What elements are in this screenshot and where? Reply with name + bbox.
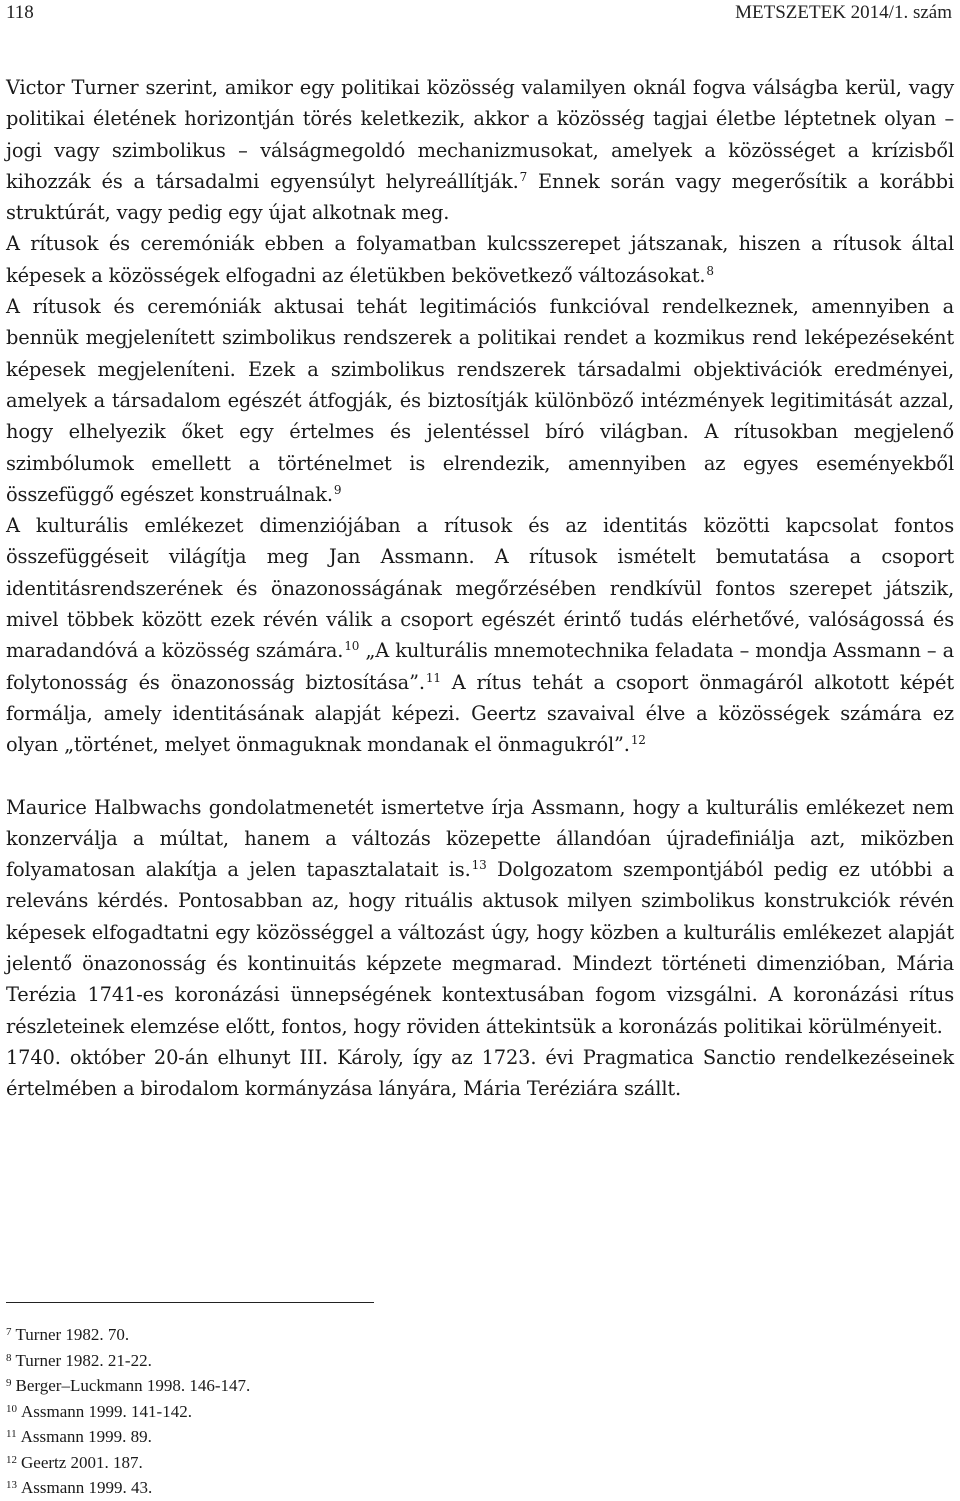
- paragraph: [6, 1042, 954, 1105]
- footnote-number: 9: [6, 1377, 12, 1389]
- paragraph-text: „A kulturális mnemotechnika feladata – mondja Assmann – a folytonosság és önazonosság biztosítása”.: [6, 639, 954, 694]
- footnote-reference[interactable]: 7: [519, 169, 528, 184]
- paragraph-text: A rítusok és ceremóniák ebben a folyamatban kulcsszerepet játszanak, hiszen a rítusok által képesek a közösségek elfogadni az életükben bekövetkező változásokat.: [6, 232, 954, 287]
- footnote-text: Turner 1982. 70.: [15, 1325, 130, 1344]
- footnote-number: 12: [6, 1453, 17, 1466]
- footnote-reference[interactable]: 9: [333, 482, 342, 497]
- footnote: [6, 1399, 606, 1425]
- footnote-reference[interactable]: 11: [425, 670, 441, 685]
- footnote-text: Assmann 1999. 43.: [21, 1478, 153, 1497]
- footnote-reference[interactable]: 8: [706, 263, 714, 278]
- footnote-reference[interactable]: 13: [471, 858, 487, 873]
- footnote: [6, 1424, 606, 1450]
- paragraph-text: Maurice Halbwachs gondolatmenetét ismertetve írja Assmann, hogy a kulturális emlékezet nem konzerválja a múltat, hanem a változás közepette állandóan újradefiniálja azt, miközben folyamatosan alakítja a jelen tapasztalatait is.: [6, 795, 954, 882]
- footnote: [6, 1348, 606, 1374]
- footnote-text: Assmann 1999. 141-142.: [21, 1401, 192, 1421]
- footnote-number: 10: [6, 1402, 17, 1415]
- footnote-text: Assmann 1999. 89.: [20, 1427, 152, 1446]
- paragraph: [6, 792, 954, 1042]
- paragraph-text: A kulturális emlékezet dimenziójában a rítusok és az identitás közötti kapcsolat fontos összefüggéseit világítja meg Jan Assmann. A rítusok ismételt bemutatása a csoport identitásrendszerének és önazonosságának megőrzésében rendkívül fontos szerepet játszik, mivel többek között ezek révén válik a csoport egészét érintő tudás elérhetővé, valóságossá és maradandóvá a közösség számára.: [6, 514, 954, 663]
- paragraph-text: Ennek során vagy megerősítik a korábbi struktúrát, vagy pedig egy újat alkotnak meg.: [6, 169, 954, 225]
- footnote-text: Berger–Luckmann 1998. 146-147.: [15, 1376, 251, 1395]
- footnote-text: Turner 1982. 21-22.: [15, 1350, 152, 1370]
- paragraph: [6, 510, 954, 760]
- footnote: [6, 1322, 606, 1348]
- footnote-separator: [6, 1302, 374, 1303]
- paragraph-text: Dolgozatom szempontjából pedig ez utóbbi a releváns kérdés. Pontosabban az, hogy rituális aktusok milyen szimbolikus konstrukciók révén képesek elfogadtatni egy közösséggel a változást úgy, hogy közben a kulturális emlékezet alapját jelentő önazonosság és kontinuitás képzete megmarad. Mindezt történeti dimenzióban, Mária Terézia 1741-es koronázási ünnepségének kontextusában fogom vizsgálni. A koronázási rítus részleteinek elemzése előtt, fontos, hogy röviden áttekintsük a koronázás politikai körülményeit.: [6, 858, 954, 1038]
- paragraph-text: 1740. október 20-án elhunyt III. Károly, így az 1723. évi Pragmatica Sanctio rendelkezéseinek értelmében a birodalom kormányzása lányára, Mária Teréziára szállt.: [6, 1045, 954, 1101]
- footnote-number: 8: [6, 1351, 12, 1364]
- paragraph-text: Victor Turner szerint, amikor egy politikai közösség valamilyen oknál fogva válságba kerül, vagy politikai életének horizontján törés keletkezik, akkor a közösség tagjai életbe léptetnek olyan – jogi vagy szimbolikus – válságmegoldó mechanizmusokat, amelyek a közösséget a krízisből kihozzák és a társadalmi egyensúlyt helyreállítják.: [6, 76, 954, 193]
- journal-title: METSZETEK 2014/1. szám: [735, 2, 952, 23]
- footnote-text: Geertz 2001. 187.: [21, 1452, 143, 1472]
- page-number: 118: [6, 2, 34, 23]
- footnote-number: 11: [6, 1428, 17, 1440]
- paragraph: [6, 291, 954, 510]
- page-header: [6, 2, 952, 26]
- footnotes: [6, 1322, 606, 1501]
- paragraph: [6, 72, 954, 228]
- footnote-number: 13: [6, 1479, 17, 1491]
- footnote-reference[interactable]: 10: [344, 639, 360, 654]
- paragraph-text: A rítusok és ceremóniák aktusai tehát legitimációs funkcióval rendelkeznek, amennyiben a bennük megjelenített szimbolikus rendszerek a politikai rendet a kozmikus rend leképezéseként képesek megjeleníteni. Ezek a szimbolikus rendszerek társadalmi objektivációk eredményei, amelyek a társadalom egészét átfogják, és biztosítják különböző intézmények legitimitását azzal, hogy elhelyezik őket egy értelmes és jelentéssel bíró világban. A rítusokban megjelenő szimbólumok emellett a történelmet is elrendezik, amennyiben az egyes eseményekből összefüggő egészet konstruálnak.: [6, 295, 954, 506]
- footnote-number: 7: [6, 1326, 12, 1338]
- footnote: [6, 1450, 606, 1476]
- body-text: [6, 72, 954, 1105]
- paragraph-text: A rítus tehát a csoport önmagáról alkotott képét formálja, amely identitásának alapját képezi. Geertz szavaival élve a közösségek számára ez olyan „történet, melyet önmaguknak mondanak el önmagukról”.: [6, 670, 954, 757]
- footnote-reference[interactable]: 12: [630, 733, 646, 748]
- footnote: [6, 1373, 606, 1399]
- paragraph: [6, 228, 954, 291]
- footnote: [6, 1475, 606, 1501]
